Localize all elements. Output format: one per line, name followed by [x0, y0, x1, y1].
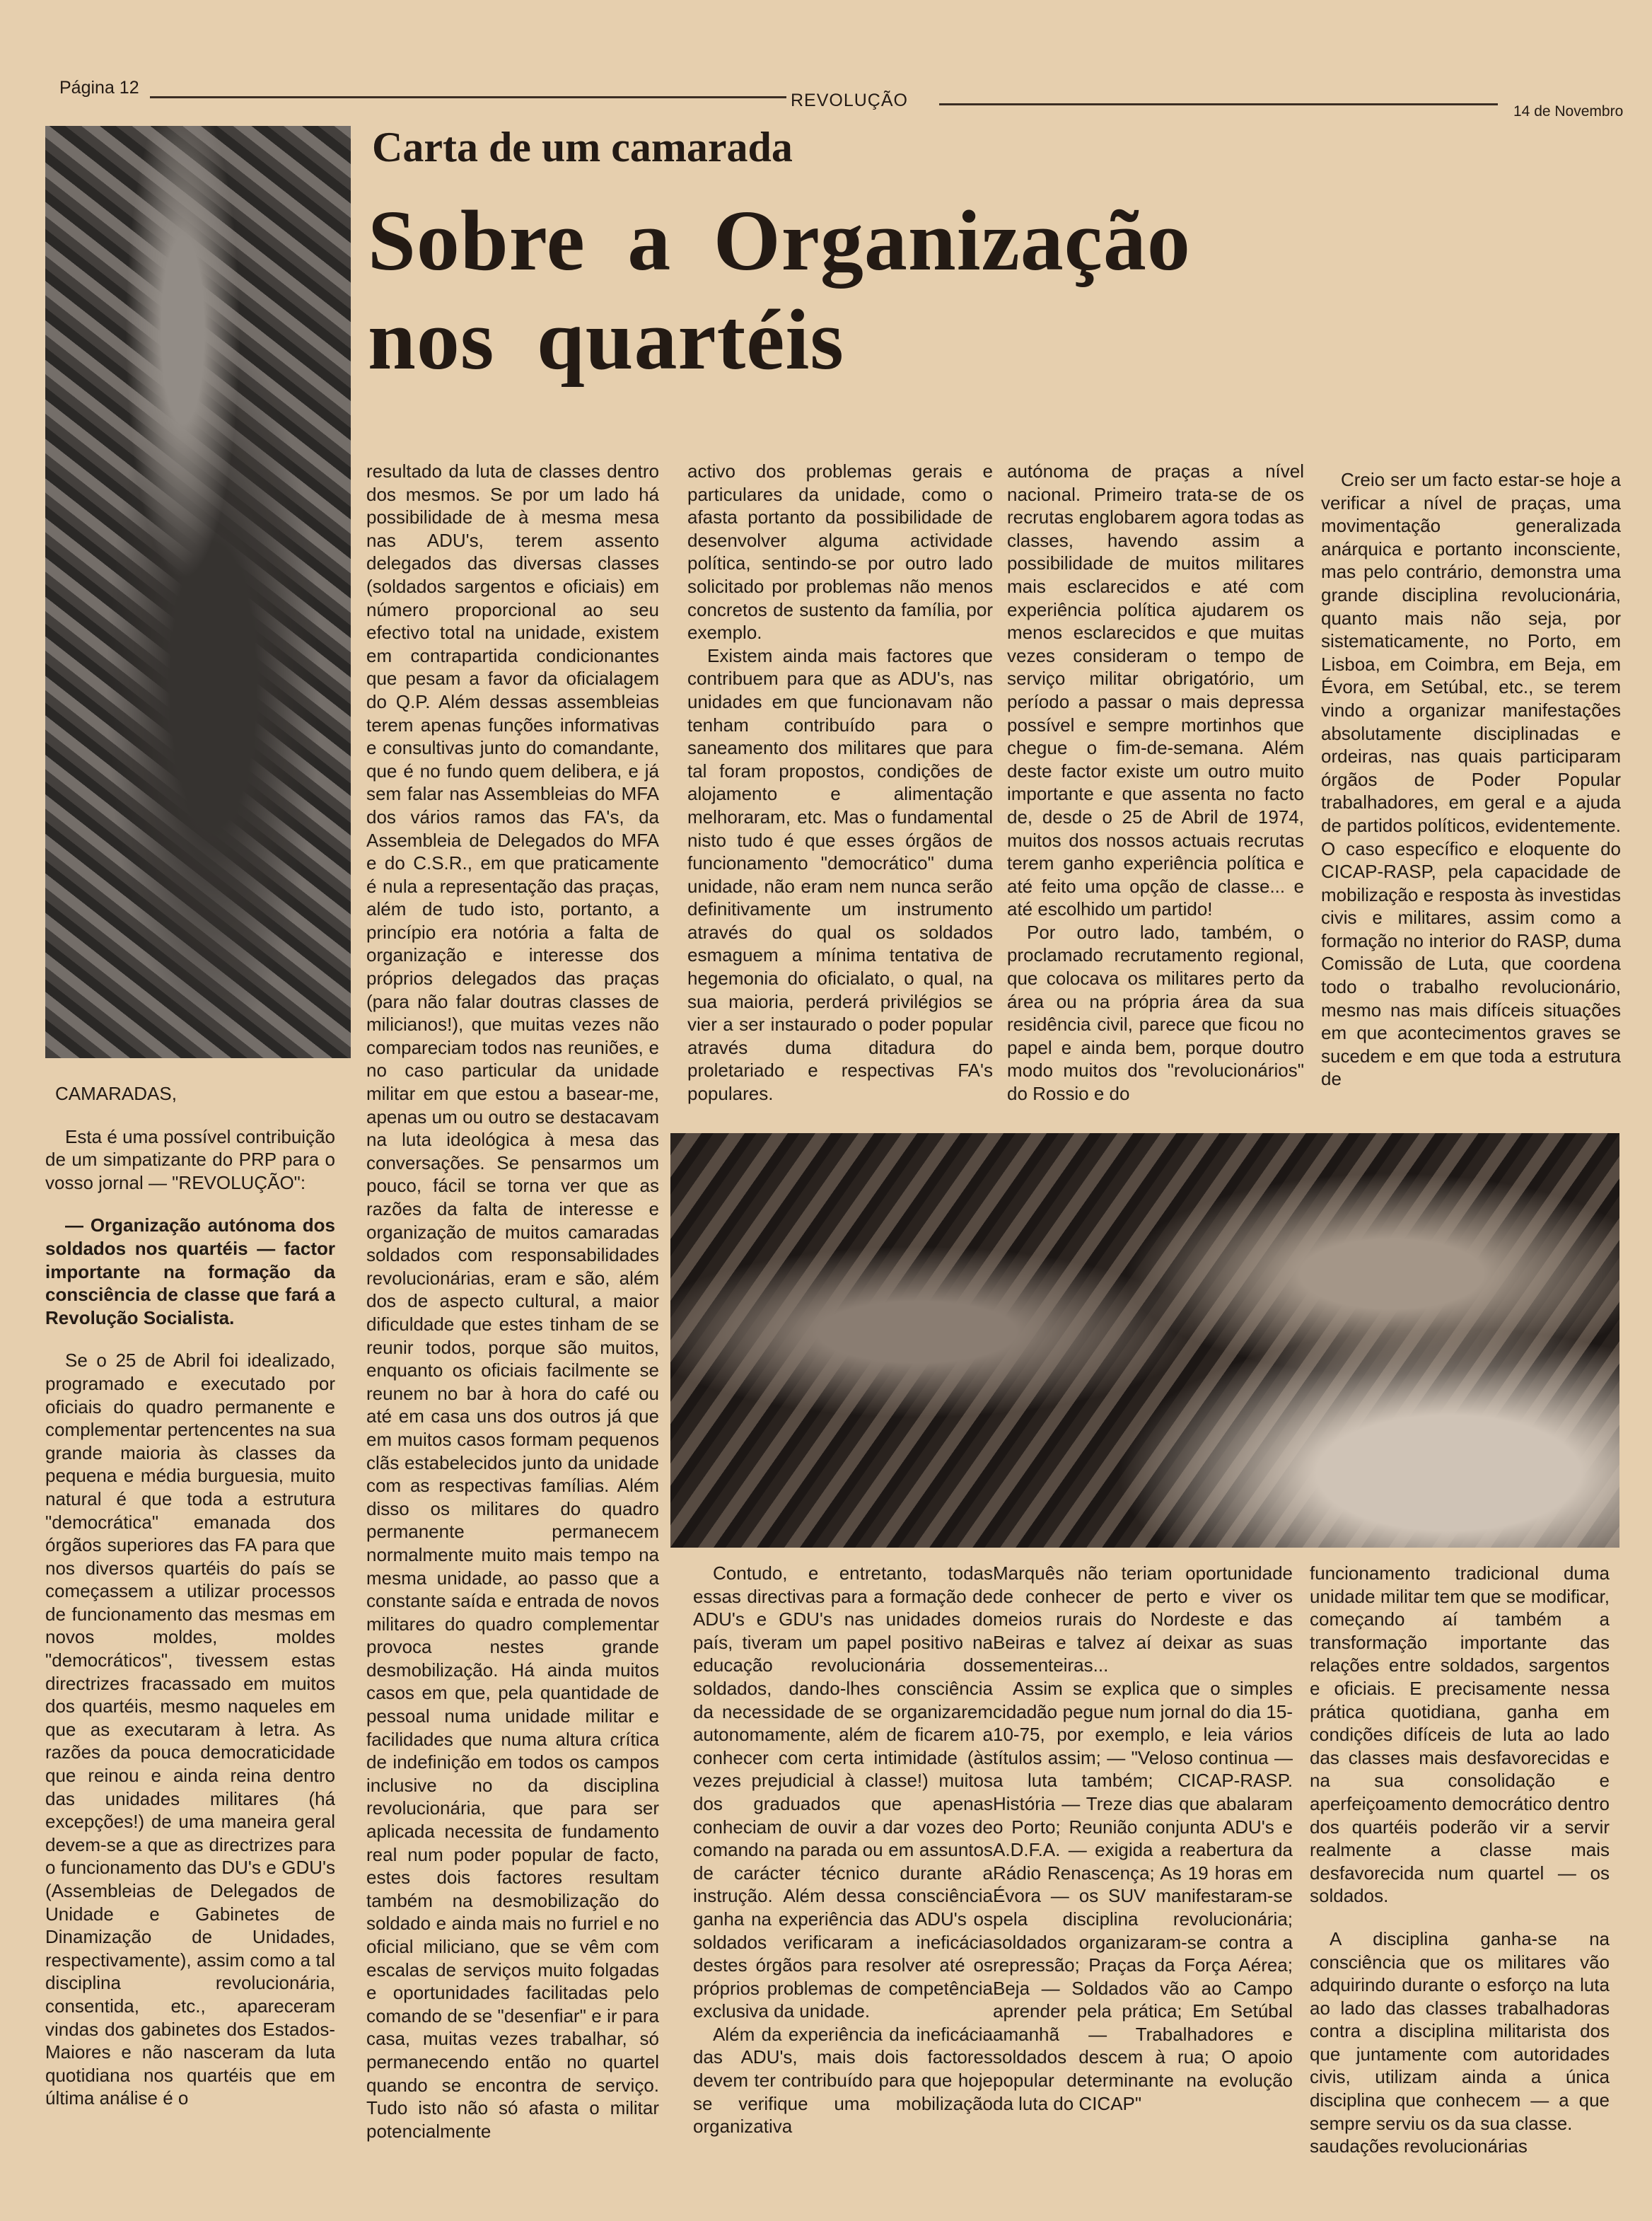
- header-rule-left: [150, 96, 786, 98]
- greeting: CAMARADAS,: [55, 1083, 177, 1104]
- intro-paragraph: Esta é uma possível contribuição de um simpatizante do PRP para o vosso jornal — "REVOLUÇÃO":: [45, 1125, 335, 1193]
- paragraph: resultado da luta de classes dentro dos mesmos. Se por um lado há possibilidade de à mesma mesa nas ADU's, terem assento delegados das diversas classes (soldados sargentos e oficiais) em número proporcional ao seu efectivo total na unidade, existem em contrapartida condicionantes que pesam a favor da oficialagem do Q.P. Além dessas assembleias terem apenas funções informativas e consultivas junto do comandante, que é no fundo quem delibera, e já sem falar nas Assembleias do MFA dos vários ramos das FA's, da Assembleia de Delegados do MFA e do C.S.R., em que praticamente é nula a representação das praças, além de tudo isto, portanto, a princípio era notória a falta de organização e interesse dos próprios delegados das praças (para não falar doutras classes de milicianos!), que muitas vezes não compareciam todos nas reuniões, e no caso particular da unidade militar em que estou a basear-me, apenas um ou outro se destacavam na luta ideológica à mesa das conversações. Se pensarmos um pouco, fácil se torna ver que as razões da falta de interesse e organização de muitos camaradas soldados com responsabilidades revolucionárias, eram e são, além dos de aspecto cultural, a maior dificuldade que estes tinham de se reunir todos, porque são muitos, enquanto os oficiais facilmente se reunem no bar à hora do café ou até em casa uns dos outros já que em muitos casos formam pequenos clãs estabelecidos junto da unidade com as respectivas famílias. Além disso os militares do quadro permanente permanecem normalmente muito mais tempo na mesma unidade, ao passo que a constante saída e entrada de novos militares do quadro complementar provoca nestes grande desmobilização. Há ainda muitos casos em que, pela quantidade de pessoal numa unidade militar e facilidades que numa altura crítica de indefinição em todos os campos inclusive no da disciplina revolucionária, que para ser aplicada necessita de fundamento real num poder popular de facto, estes dois factores resultam também na desmobilização do soldado e ainda mais no furriel e no oficial miliciano, que se vêm com escalas de serviços muito folgadas e oportunidades facilitadas pelo comando de se "desenfiar" e ir para casa, muitas vezes trabalhar, só permanecendo então no quartel quando se encontra de serviço. Tudo isto não só afasta o militar potencialmente: [366, 460, 659, 2142]
- article-title-line2: nos quartéis: [368, 292, 844, 388]
- newspaper-name: REVOLUÇÃO: [791, 91, 908, 110]
- column-3-top: [687, 460, 993, 1118]
- column-5-bottom: [1310, 1562, 1610, 2184]
- soldier-photo: [45, 126, 351, 1058]
- column-4-bottom: [993, 1562, 1293, 2184]
- paragraph: funcionamento tradicional duma unidade militar tem que se modificar, começando aí também a transformação importante das relações entre soldados, sargentos e oficiais. E precisamente nessa prática quotidiana, ganha em condições difíceis de luta ao lado das classes mais desfavorecidas e na sua consolidação e aperfeiçoamento democrático dentro dos quartéis poderão vir a servir realmente a classe mais desfavorecida num quartel — os soldados.: [1310, 1562, 1610, 1907]
- paragraph: Creio ser um facto estar-se hoje a verificar a nível de praças, uma movimentação generalizada anárquica e portanto inconsciente, mas pelo contrário, demonstra uma grande disciplina revolucionária, quanto mais não seja, por sistematicamente, no Porto, em Lisboa, em Coimbra, em Beja, em Évora, em Setúbal, etc., se terem vindo a organizar manifestações absolutamente disciplinadas e ordeiras, nas quais participaram órgãos de Poder Popular trabalhadores, em geral e a ajuda de partidos políticos, evidentemente. O caso específico e eloquente do CICAP-RASP, pela capacidade de mobilização e resposta às investidas civis e militares, assim como a formação no interior do RASP, duma Comissão de Luta, que coordena todo o trabalho revolucionário, mesmo nas mais difíceis situações em que acontecimentos graves se sucedem e em que toda a estrutura de: [1321, 469, 1621, 1090]
- column-3-bottom: [693, 1562, 993, 2184]
- paragraph: Existem ainda mais factores que contribuem para que as ADU's, nas unidades em que funcionavam não tenham contribuído para o saneamento dos militares que para tal foram propostos, condições de alojamento e alimentação melhoraram, etc. Mas o fundamental nisto tudo é que esses órgãos de funcionamento "democrático" duma unidade, não eram nem nunca serão definitivamente um instrumento através do qual os soldados esmaguem a mínima tentativa de hegemonia do oficialato, o qual, na sua maioria, perderá privilégios se vier a ser instaurado o poder popular através duma ditadura do proletariado e respectivas FA's populares.: [687, 644, 993, 1105]
- paragraph: autónoma de praças a nível nacional. Primeiro trata-se de os recrutas englobarem agora todas as classes, havendo assim a possibilidade de muitos militares mais esclarecidos e até com experiência política ajudarem os menos esclarecidos e que muitas vezes consideram o tempo de serviço militar obrigatório, um período a passar o mais depressa possível e sempre mortinhos que chegue o fim-de-semana. Além deste factor existe um outro muito importante e que assenta no facto de, desde o 25 de Abril de 1974, muitos dos nossos actuais recrutas terem ganho experiência política e até feito uma opção de classe... e até escolhido um partido!: [1007, 460, 1304, 920]
- column-2: [366, 460, 659, 2179]
- paragraph: Além da experiência da ineficácia das ADU's, mais dois factores devem ter contribuído para que hoje se verifique uma mobilização organizativa: [693, 2023, 993, 2138]
- article-title-line1: Sobre a Organização: [368, 193, 1191, 289]
- article-kicker: Carta de um camarada: [372, 124, 793, 170]
- column-left: [45, 1082, 335, 2171]
- paragraph: Contudo, e entretanto, todas essas directivas para a formação de ADU's e GDU's nas unidades do país, tiveram um papel positivo na educação revolucionária dos soldados, dando-lhes consciência da necessidade de se organizarem autonomamente, além de ficarem a conhecer com certa intimidade (às vezes prejudicial à classe!) muitos dos graduados que apenas conheciam de ouvir a dar vozes de comando na parada ou em assuntos de carácter técnico durante a instrução. Além dessa consciência ganha na experiência das ADU's os soldados verificaram a ineficácia destes órgãos para resolver até os próprios problemas de competência exclusiva da unidade.: [693, 1562, 993, 2022]
- paragraph: A disciplina ganha-se na consciência que os militares vão adquirindo durante o esforço na luta ao lado das classes trabalhadoras contra a disciplina militarista dos que juntamente com autoridades civis, utilizam ainda a única disciplina que conhecem — a que sempre serviu os da sua classe.: [1310, 1927, 1610, 2134]
- paragraph: Se o 25 de Abril foi idealizado, programado e executado por oficiais do quadro permanente e complementar pertencentes na sua grande maioria às classes da pequena e média burguesia, muito natural é que toda a estrutura "democrática" emanada dos órgãos superiores das FA para que nos diversos quartéis do país se começassem a utilizar processos de funcionamento das mesmas em novos moldes, moldes "democráticos", tivessem estas directrizes fracassado em muitos dos quartéis, mesmo naqueles em que as executaram à letra. As razões da pouca democraticidade que reinou e ainda reina dentro das unidades militares (há excepções!) de uma maneira geral devem-se a que as directrizes para o funcionamento das DU's e GDU's (Assembleias de Delegados de Unidade e Gabinetes de Dinamização de Unidades, respectivamente), assim como a tal disciplina revolucionária, consentida, etc., apareceram vindas dos gabinetes dos Estados-Maiores e não nasceram da luta quotidiana nos quartéis que em última análise é o: [45, 1350, 335, 2109]
- paragraph: activo dos problemas gerais e particulares da unidade, como o afasta portanto da possibilidade de desenvolver alguma actividade política, sentindo-se por outro lado solicitado por problemas não menos concretos de sustento da família, por exemplo.: [687, 460, 993, 644]
- megaphone-photo: [670, 1133, 1619, 1548]
- paragraph: Por outro lado, também, o proclamado recrutamento regional, que colocava os militares perto da área ou na própria área da sua residência civil, parece que ficou no papel e ainda bem, porque doutro modo muitos dos "revolucionários" do Rossio e do: [1007, 921, 1304, 1105]
- column-4-top: [1007, 460, 1304, 1125]
- thesis-paragraph: — Organização autónoma dos soldados nos quartéis — factor importante na formação da consciência de classe que fará a Revolução Socialista.: [45, 1214, 335, 1328]
- page-number: Página 12: [59, 78, 139, 98]
- paragraph: Marquês não teriam oportunidade de conhecer de perto e viver os meios rurais do Nordeste e das Beiras e talvez aí deixar as suas sementeiras...: [993, 1562, 1293, 1676]
- column-5-top: [1321, 468, 1621, 1126]
- issue-date: 14 de Novembro: [1513, 103, 1624, 120]
- header-rule-right: [939, 103, 1498, 105]
- signoff: saudações revolucionárias: [1310, 2135, 1528, 2157]
- paragraph: Assim se explica que o simples cidadão pegue num jornal do dia 15-10-75, por exemplo, e leia vários títulos assim; — "Veloso continua — a luta também; CICAP-RASP. História — Treze dias que abalaram o Porto; Reunião conjunta ADU's e A.D.F.A. — exigida a reabertura da Rádio Renascença; As 19 horas em Évora — os SUV manifestaram-se pela disciplina revolucionária; soldados organizaram-se contra a repressão; Praças da Força Aérea; Beja — Soldados vão ao Campo aprender pela prática; Em Setúbal amanhã — Trabalhadores e soldados descem à rua; O apoio popular determinante na evolução da luta do CICAP": [993, 1677, 1293, 2114]
